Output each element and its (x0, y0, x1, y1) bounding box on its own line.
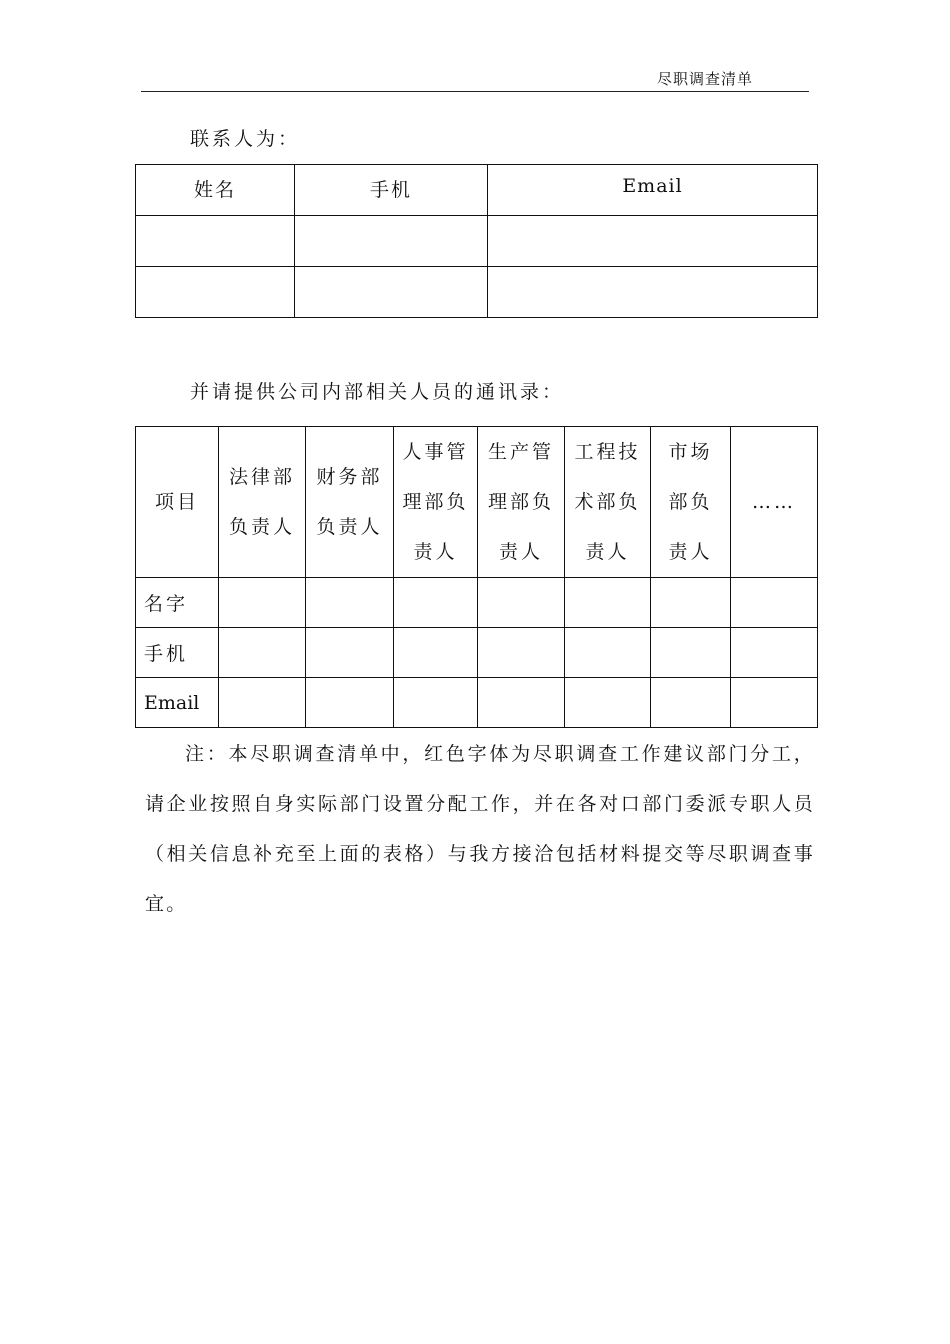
directory-cell[interactable] (565, 628, 651, 678)
row-label-mobile: 手机 (136, 628, 219, 678)
directory-cell[interactable] (394, 628, 478, 678)
contact-col-name: 姓名 (136, 165, 295, 216)
col-production-head (478, 427, 565, 578)
directory-cell[interactable] (731, 628, 818, 678)
table-row (136, 267, 818, 318)
directory-cell[interactable] (219, 678, 306, 728)
directory-cell[interactable] (731, 578, 818, 628)
directory-cell[interactable] (219, 628, 306, 678)
contact-intro: 联系人为： (190, 128, 301, 150)
col-header-line: 部负 (668, 491, 713, 513)
directory-cell[interactable] (651, 678, 731, 728)
col-header-line: 责人 (668, 541, 713, 563)
col-header-line: 责人 (498, 541, 543, 563)
directory-intro: 并请提供公司内部相关人员的通讯录： (190, 381, 565, 403)
col-engineering-head (565, 427, 651, 578)
note-paragraph: 注：本尽职调查清单中，红色字体为尽职调查工作建议部门分工，请企业按照自身实际部门设置分配工作，并在各对口部门委派专职人员（相关信息补充至上面的表格）与我方接洽包括材料提交等尽职调查事宜。 (145, 743, 815, 915)
directory-cell[interactable] (306, 678, 394, 728)
contact-cell[interactable] (488, 216, 818, 267)
col-header-line: 工程技 (574, 441, 641, 463)
col-header-line: 法律部 (228, 466, 295, 488)
col-finance-head (306, 427, 394, 578)
col-more: …… (731, 427, 818, 578)
table-row (136, 216, 818, 267)
directory-cell[interactable] (306, 628, 394, 678)
table-row (136, 678, 818, 728)
col-header-line: 负责人 (228, 516, 295, 538)
directory-cell[interactable] (478, 678, 565, 728)
directory-cell[interactable] (394, 678, 478, 728)
directory-cell[interactable] (731, 678, 818, 728)
col-header-line: 财务部 (316, 466, 383, 488)
directory-cell[interactable] (565, 678, 651, 728)
directory-cell[interactable] (478, 628, 565, 678)
col-header-line: 术部负 (574, 491, 641, 513)
row-label-email: Email (136, 678, 219, 728)
directory-cell[interactable] (219, 578, 306, 628)
contact-cell[interactable] (136, 216, 295, 267)
contact-header-row (136, 165, 818, 216)
directory-cell[interactable] (651, 628, 731, 678)
directory-cell[interactable] (651, 578, 731, 628)
directory-table (135, 426, 818, 728)
page-header-title: 尽职调查清单 (657, 70, 754, 88)
header-divider (141, 91, 809, 92)
contact-cell[interactable] (488, 267, 818, 318)
col-header-line: 负责人 (316, 516, 383, 538)
col-hr-head (394, 427, 478, 578)
col-header-line: 人事管 (402, 441, 469, 463)
contact-col-email: Email (488, 165, 818, 216)
col-header-line: 市场 (668, 441, 713, 463)
directory-cell[interactable] (565, 578, 651, 628)
directory-header-row (136, 427, 818, 578)
col-marketing-head (651, 427, 731, 578)
col-header-line: 责人 (585, 541, 630, 563)
contact-cell[interactable] (136, 267, 295, 318)
directory-cell[interactable] (394, 578, 478, 628)
directory-cell[interactable] (306, 578, 394, 628)
contact-cell[interactable] (295, 216, 488, 267)
col-header-line: 责人 (413, 541, 458, 563)
col-header-line: 理部负 (487, 491, 554, 513)
contact-table (135, 164, 818, 318)
table-row (136, 628, 818, 678)
col-header-line: 理部负 (402, 491, 469, 513)
col-header-line: 生产管 (487, 441, 554, 463)
col-legal-head (219, 427, 306, 578)
row-label-name: 名字 (136, 578, 219, 628)
contact-cell[interactable] (295, 267, 488, 318)
table-row (136, 578, 818, 628)
item-header: 项目 (136, 427, 219, 578)
contact-col-mobile: 手机 (295, 165, 488, 216)
directory-cell[interactable] (478, 578, 565, 628)
